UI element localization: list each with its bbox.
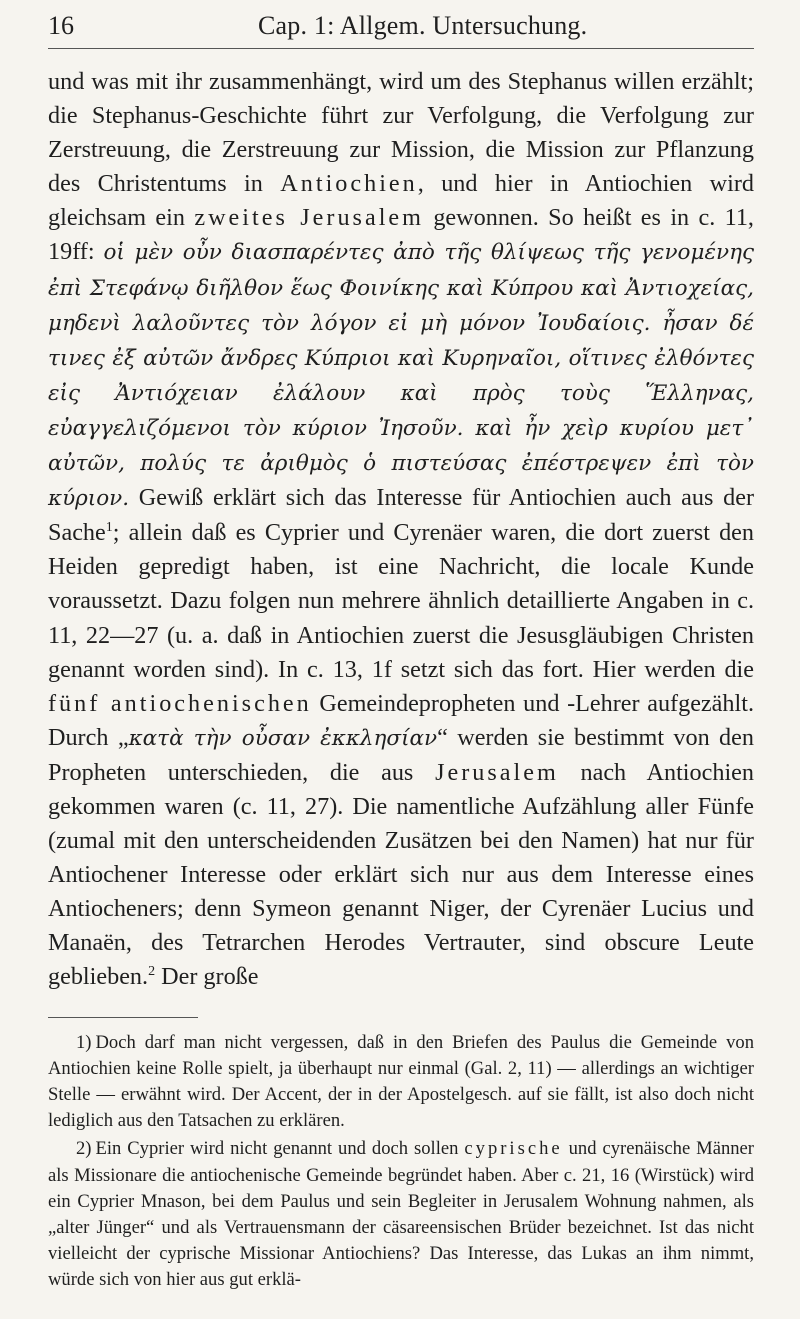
footnote-divider [48,1017,198,1018]
text-segment: ; allein daß es Cyprier und Cyrenäer waren, die dort zuerst den Heiden gepredigt haben, ist eine Nachricht, die locale Kunde voraussetzt. Dazu folgen nun mehrere ähnlich detaillierte Angaben in c. 11, 22—27 (u. a. daß in Antiochien zuerst die Jesusgläubigen Christen genannt worden sind). In c. 13, 1f setzt sich das fort. Hier werden die [48,519,754,683]
greek-quotation: οἱ μὲν οὖν διασπαρέντες ἀπὸ τῆς θλίψεως τῆς γενομένης ἐπὶ Στεφάνῳ διῆλθον ἕως Φοινίκης καὶ Κύπρου καὶ Ἀντιοχείας, μηδενὶ λαλοῦντες τὸν λόγον εἰ μὴ μόνον Ἰουδαίοις. ἦσαν δέ τινες ἐξ αὐτῶν ἄνδρες Κύπριοι καὶ Κυρηναῖοι, οἵτινες ἐλθόντες εἰς Ἀντιόχειαν ἐλάλουν καὶ πρὸς τοὺς Ἕλληνας, εὐαγγελιζόμενοι τὸν κύριον Ἰησοῦν. καὶ ἦν χεὶρ κυρίου μετ᾽ αὐτῶν, πολύς τε ἀριθμὸς ὁ πιστεύσας ἐπέστρεψεν ἐπὶ τὸν κύριον. [48,240,754,512]
spaced-emphasis-antiochien: Antiochien [280,170,418,198]
spaced-emphasis-zweites-jerusalem: zweites Jerusalem [194,204,424,232]
text-segment: nach Antiochien gekommen waren (c. 11, 27). Die namentliche Aufzählung aller Fünfe (zumal mit den unterscheidenden Zusätzen bei den Namen) hat nur für Antiochener Interesse oder erklärt sich nur aus dem Interesse eines Antiocheners; denn Symeon genannt Niger, der Cyrenäer Lucius und Manaën, des Tetrarchen Herodes Vertrauter, sind obscure Leute geblieben. [48,758,754,991]
text-segment: und was mit ihr zusammenhängt, wird um des Stephanus willen erzählt; die Stephanus-Geschichte führt zur Verfolgung, die Verfolgung zur Zerstreuung, die Zerstreuung zur Mission, die Mission zur Pflanzung des Christentums in [48,68,754,198]
footnote-2 [48,1136,754,1293]
book-page [48,0,754,1319]
text-segment: Der große [155,963,259,991]
footnote-number: 1) [76,1031,92,1053]
greek-phrase: κατὰ τὴν οὖσαν ἐκκλησίαν [128,725,438,751]
spaced-emphasis-fuenf: fünf antiochenischen [48,689,312,717]
footnote-reference-1: 1 [105,520,113,536]
main-text [48,65,754,995]
footnote-reference-2: 2 [148,964,156,980]
running-header [48,4,754,49]
footnote-text: und cyrenäische Männer als Missionare die antiochenische Gemeinde begründet haben. Aber c. 21, 16 (Wirstück) wird ein Cyprier Mnason, bei dem Paulus und sein Begleiter in Jerusalem Wohnung nahmen, als „alter Jünger“ und als Vertrauensmann der cäsareensischen Brüder bezeichnet. Ist das nicht vielleicht der cyprische Missionar Antiochiens? Das Interesse, das Lukas an ihm nimmt, würde sich von hier aus gut erklä- [48,1138,754,1291]
text-segment: , und hier in Antiochien wird gleichsam ein [48,170,754,232]
footnote-text: Doch darf man nicht vergessen, daß in den Briefen des Paulus die Gemeinde von Antiochien keine Rolle spielt, ja überhaupt nur einmal (Gal. 2, 11) — allerdings an wichtiger Stelle — erwähnt wird. Der Accent, der in der Apostelgesch. auf sie fällt, ist also doch nicht lediglich aus den Tatsachen zu erklären. [48,1031,754,1132]
spaced-emphasis-cyprische: cyprische [464,1138,563,1160]
body-paragraph [48,65,754,995]
footnotes [48,1030,754,1294]
footnote-number: 2) [76,1138,92,1160]
text-segment: Gewiß erklärt sich das Interesse für Antiochien auch aus der Sache [48,484,754,547]
text-segment: “ werden sie bestimmt von den Propheten unterschieden, die aus [48,723,754,786]
page-number: 16 [48,11,74,40]
footnote-1 [48,1030,754,1135]
chapter-title: Cap. 1: Allgem. Untersuchung. [258,11,588,40]
text-segment: Gemeindepropheten und -Lehrer aufgezählt. Durch „ [48,689,754,751]
footnote-text: Ein Cyprier wird nicht genannt und doch sollen [95,1138,465,1160]
spaced-emphasis-jerusalem: Jerusalem [435,758,559,786]
text-segment: gewonnen. So heißt es in c. 11, 19ff: [48,204,754,266]
